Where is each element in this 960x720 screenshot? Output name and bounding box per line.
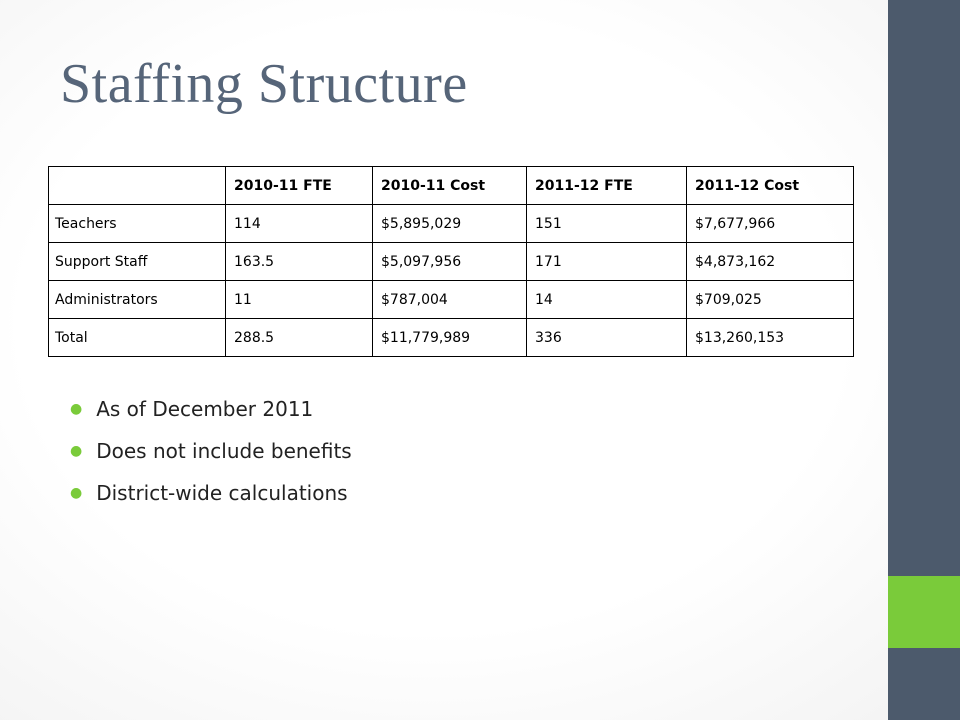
table-cell: 151 <box>527 205 687 243</box>
table-row <box>49 281 854 319</box>
table-row <box>49 205 854 243</box>
row-label-cell: Support Staff <box>49 243 226 281</box>
slide-title: Staffing Structure <box>60 53 468 115</box>
table-cell: $11,779,989 <box>373 319 527 357</box>
bullet-item <box>70 392 352 434</box>
table-cell: 11 <box>226 281 373 319</box>
table-cell: 288.5 <box>226 319 373 357</box>
table-cell: $709,025 <box>687 281 854 319</box>
row-label-cell: Total <box>49 319 226 357</box>
row-label-cell: Administrators <box>49 281 226 319</box>
sidebar-accent-block <box>888 576 960 648</box>
table-cell: $7,677,966 <box>687 205 854 243</box>
table-row <box>49 319 854 357</box>
table-header-cell: 2011-12 FTE <box>527 167 687 205</box>
table-cell: 163.5 <box>226 243 373 281</box>
bullet-text: Does not include benefits <box>96 439 352 463</box>
bullet-dot-icon: ● <box>70 484 83 501</box>
table-cell: 114 <box>226 205 373 243</box>
bullet-list <box>70 392 352 518</box>
bullet-text: As of December 2011 <box>96 397 314 421</box>
table-cell: $5,097,956 <box>373 243 527 281</box>
bullet-text: District-wide calculations <box>96 481 348 505</box>
table-row <box>49 243 854 281</box>
table-header-cell: 2010-11 Cost <box>373 167 527 205</box>
table-cell: $4,873,162 <box>687 243 854 281</box>
bullet-dot-icon: ● <box>70 442 83 459</box>
table-cell: 336 <box>527 319 687 357</box>
row-label-cell: Teachers <box>49 205 226 243</box>
table-header-row <box>49 167 854 205</box>
table-cell: $13,260,153 <box>687 319 854 357</box>
staffing-table <box>48 166 854 357</box>
bullet-dot-icon: ● <box>70 400 83 417</box>
table-cell: 171 <box>527 243 687 281</box>
bullet-item <box>70 476 352 518</box>
table-cell: 14 <box>527 281 687 319</box>
table-header-cell: 2011-12 Cost <box>687 167 854 205</box>
bullet-item <box>70 434 352 476</box>
table-cell: $5,895,029 <box>373 205 527 243</box>
table-header-cell <box>49 167 226 205</box>
table-header-cell: 2010-11 FTE <box>226 167 373 205</box>
table-cell: $787,004 <box>373 281 527 319</box>
